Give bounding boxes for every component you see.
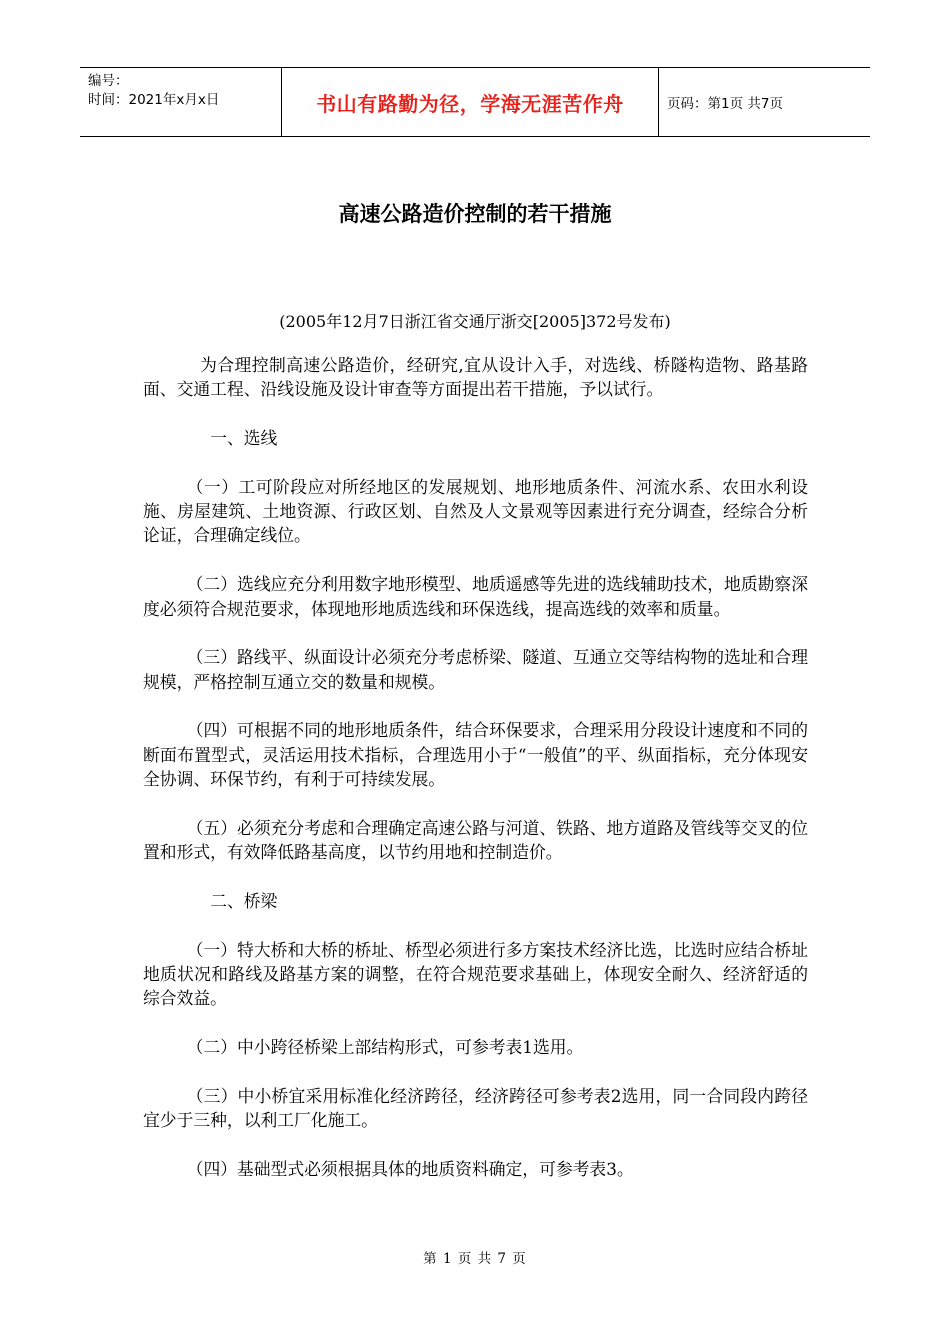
paragraph: （一）工可阶段应对所经地区的发展规划、地形地质条件、河流水系、农田水利设施、房屋建筑、土地资源、行政区划、自然及人文景观等因素进行充分调查，经综合分析论证，合理确定线位。 <box>143 476 808 546</box>
paragraph: （一）特大桥和大桥的桥址、桥型必须进行多方案技术经济比选，比选时应结合桥址地质状况和路线及路基方案的调整，在符合规范要求基础上，体现安全耐久、经济舒适的综合效益。 <box>143 939 808 1009</box>
paragraph: （二）中小跨径桥梁上部结构形式，可参考表1选用。 <box>186 1037 584 1058</box>
document-subtitle: (2005年12月7日浙江省交通厅浙交[2005]372号发布) <box>279 312 671 331</box>
paragraph: （三）路线平、纵面设计必须充分考虑桥梁、隧道、互通立交等结构物的选址和合理规模，严格控制互通立交的数量和规模。 <box>143 647 808 692</box>
page-footer: 第 1 页 共 7 页 <box>423 1251 527 1267</box>
number-label: 编号： <box>88 73 129 89</box>
document-body <box>143 353 808 1206</box>
paragraph: （二）选线应充分利用数字地形模型、地质遥感等先进的选线辅助技术，地质勘察深度必须符合规范要求，体现地形地质选线和环保选线，提高选线的效率和质量。 <box>143 574 808 619</box>
header-motto: 书山有路勤为径，学海无涯苦作舟 <box>282 68 659 136</box>
document-title: 高速公路造价控制的若干措施 <box>338 202 612 226</box>
header-meta <box>80 68 282 136</box>
header-page-info: 页码：第1页 共7页 <box>667 96 783 112</box>
paragraph: （三）中小桥宜采用标准化经济跨径，经济跨径可参考表2选用，同一合同段内跨径宜少于三种，以利工厂化施工。 <box>143 1085 808 1131</box>
paragraph: （四）可根据不同的地形地质条件，结合环保要求，合理采用分段设计速度和不同的断面布置型式，灵活运用技术指标，合理选用小于“一般值”的平、纵面指标，充分体现安全协调、环保节约，有利于可持续发展。 <box>143 720 808 790</box>
section-heading-route: 一、选线 <box>210 428 278 449</box>
paragraph: （五）必须充分考虑和合理确定高速公路与河道、铁路、地方道路及管线等交叉的位置和形式，有效降低路基高度，以节约用地和控制造价。 <box>143 817 808 863</box>
section-heading-bridge: 二、桥梁 <box>210 890 278 911</box>
document-header <box>80 67 870 137</box>
date-label: 时间：2021年x月x日 <box>88 92 220 108</box>
intro-paragraph: 为合理控制高速公路造价，经研究,宜从设计入手，对选线、桥隧构造物、路基路面、交通工程、沿线设施及设计审查等方面提出若干措施，予以试行。 <box>143 355 808 400</box>
paragraph: （四）基础型式必须根据具体的地质资料确定，可参考表3。 <box>186 1159 634 1180</box>
